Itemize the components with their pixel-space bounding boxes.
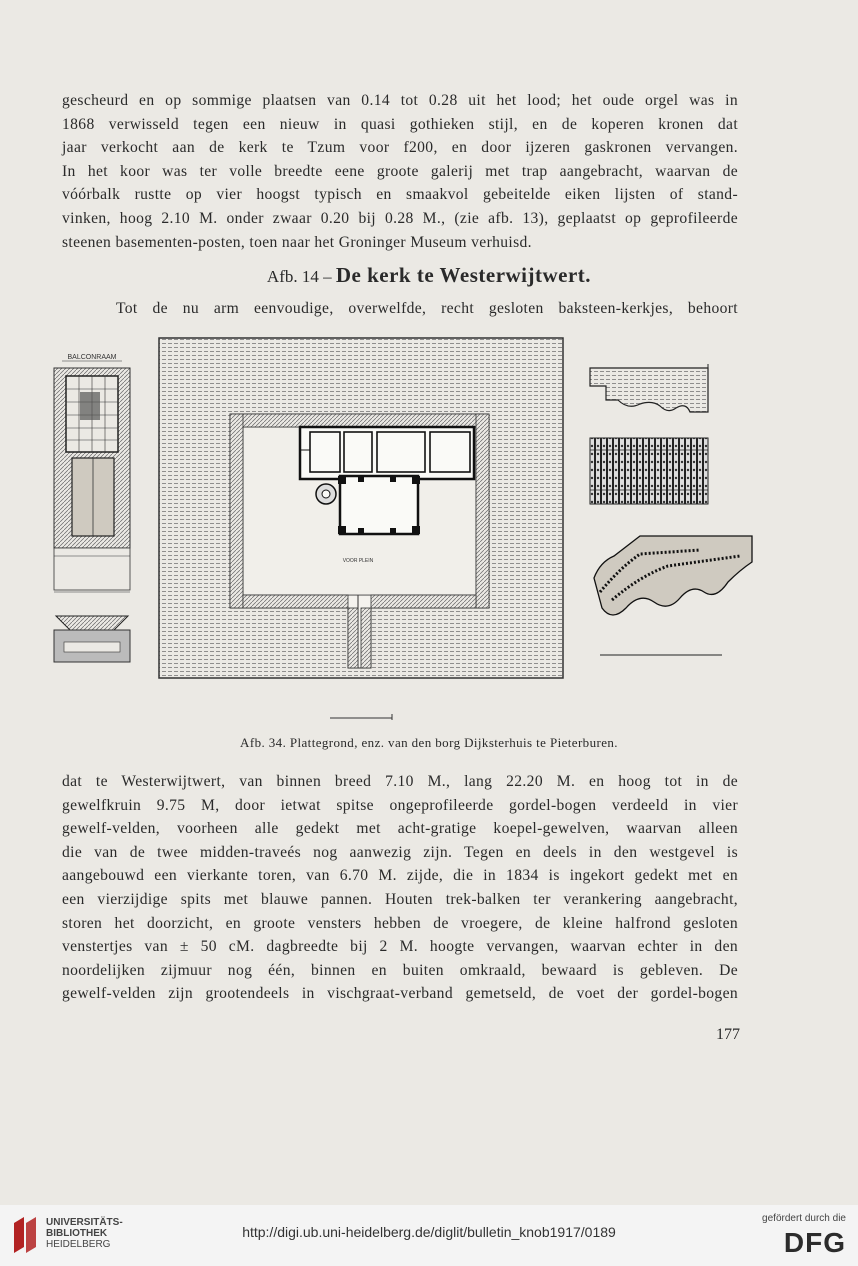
funding-note: gefördert durch die [762,1213,846,1224]
source-url[interactable]: http://digi.ub.uni-heidelberg.de/diglit/bulletin_knob1917/0189 [242,1224,616,1240]
library-line: HEIDELBERG [46,1239,111,1250]
text-line: gewelfkruin 9.75 M, door ietwat spitse ongeprofileerde gordel-bogen verdeeld in vier [62,796,738,814]
dfg-logo: DFG [783,1227,846,1258]
heading-title: De kerk te Westerwijtwert. [335,263,592,287]
page-number: 177 [716,1026,740,1043]
intro-line [116,297,738,321]
text-line: een vierzijdige spits met blauwe pannen. Houten trek-balken ter verankering aangebracht, [62,890,738,908]
plan-label: VOOR PLEIN [342,558,374,564]
text-line: steenen basementen-posten, toen naar het Groninger Museum verhuisd. [62,233,532,251]
text-line: aangebouwd een vierkante toren, van 6.70 M. zijde, die in 1834 is ingekort gedekt met en [62,867,738,885]
bottom-paragraph [62,770,738,1006]
text-line: vóórbalk rustte op vier hoogst typisch en smaakvol gebeitelde eiken lijsten of stand- [62,186,738,204]
heading-prefix: Afb. 14 – [266,267,332,286]
text-line: gescheurd en op sommige plaatsen van 0.14 tot 0.28 uit het lood; het oude orgel was in [62,92,738,109]
text-line: 1868 verwisseld tegen een nieuw in quasi gothieken stijl, en de koperen kronen dat [62,115,738,133]
figure-caption: Afb. 34. Plattegrond, enz. van den borg Dijksterhuis te Pieterburen. [240,735,618,750]
text-line: In het koor was ter volle breedte eene groote galerij met trap aangebracht, waarvan de [62,162,738,180]
text-line: gewelf-velden zijn grootendeels in vischgraat-verband gemetseld, de voet der gordel-bogen [62,985,738,1003]
balcony-label: BALCONRAAM [67,354,117,361]
footer-bar [0,1205,858,1266]
text-line: die van de twee midden-traveés nog aanwezig zijn. Tegen en deels in den westgevel is [62,843,738,861]
text-line: venstertjes van ± 50 cM. dagbreedte bij 2 M. hoogte vervangen, waarvan echter in den [62,938,738,956]
library-line: UNIVERSITÄTS- [46,1217,123,1228]
text-line: storen het doorzicht, en groote vensters hebben de vroegere, de kleine halfrond gesloten [62,914,738,932]
library-line: BIBLIOTHEK [46,1228,108,1239]
section-heading [0,263,858,288]
text-line: dat te Westerwijtwert, van binnen breed 7.10 M., lang 22.20 M. en hoog tot in de [62,773,738,790]
text-line: Tot de nu arm eenvoudige, overwelfde, recht gesloten baksteen-kerkjes, behoort [116,300,738,317]
text-line: jaar verkocht aan de kerk te Tzum voor f200, en door ijzeren gaskronen vervangen. [62,139,738,157]
text-line: gewelf-velden, voorheen alle gedekt met acht-gratige koepel-gewelven, waarvan alleen [62,820,738,838]
floor-plan-figure [0,330,858,730]
top-paragraph [62,89,738,254]
text-line: noordelijken zijmuur nog één, binnen en buiten omkraald, bewaard is gebleven. De [62,961,738,979]
text-line: vinken, hoog 2.10 M. onder zwaar 0.20 bij 0.28 M., (zie afb. 13), geplaatst op geprofileerde [62,209,738,227]
